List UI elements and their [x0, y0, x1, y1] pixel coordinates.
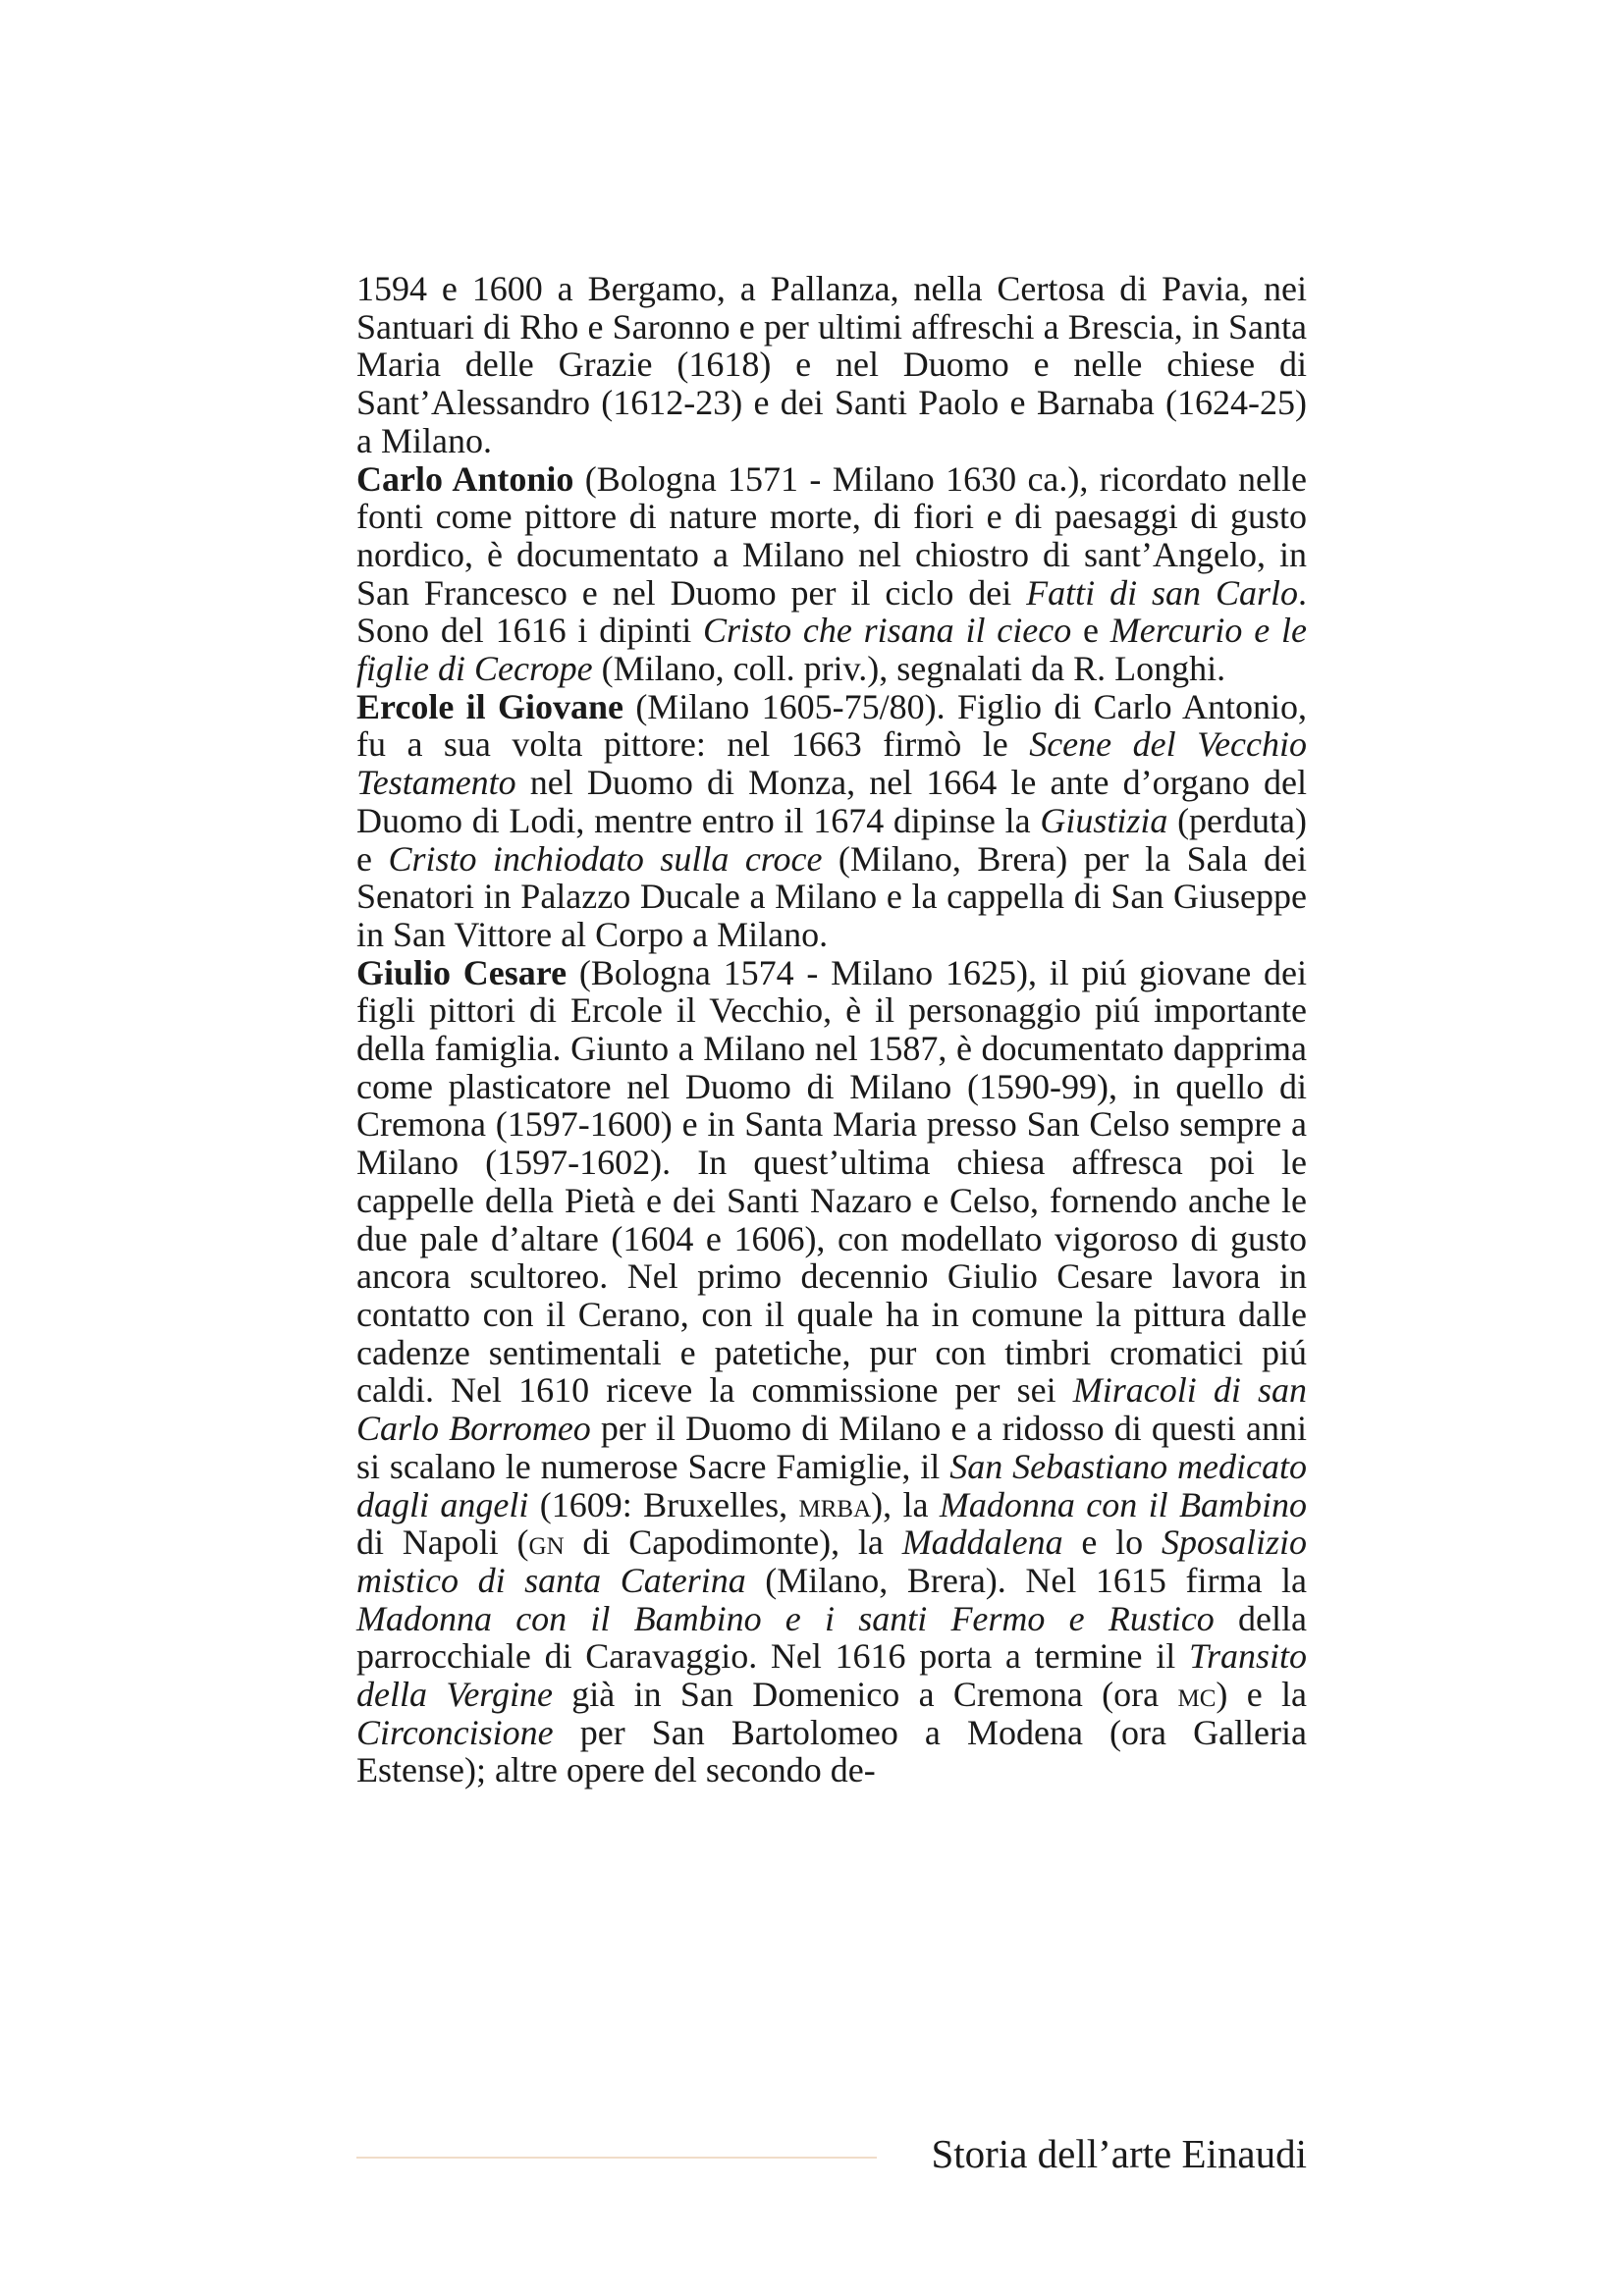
text-run: (Milano 1605-75/80). Figlio di Carlo Antonio, fu a sua volta pittore: nel 1663 firmò le — [356, 686, 1307, 765]
artwork-title: Miracoli di san Carlo Borromeo — [356, 1370, 1307, 1449]
text-run: e — [1071, 611, 1110, 651]
entry-name: Giulio Cesare — [356, 952, 568, 992]
artwork-title: Mercurio e le figlie di Cecrope — [356, 611, 1307, 689]
museum-abbreviation: mc — [1177, 1675, 1217, 1715]
paragraph-1 — [356, 270, 1307, 460]
artwork-title: Circoncisione — [356, 1712, 554, 1752]
artwork-title: Scene del Vecchio Testamento — [356, 724, 1308, 803]
text-run: e lo — [1062, 1522, 1162, 1563]
footer-title: Storia dell’arte Einaudi — [931, 2131, 1307, 2176]
text-run: ) e la — [1216, 1675, 1307, 1715]
text-run: (Milano, coll. priv.), segnalati da R. Longhi. — [592, 649, 1226, 689]
text-run: 1594 e 1600 a Bergamo, a Pallanza, nella Certosa di Pavia, nei Santuari di Rho e Saronno e per ultimi affreschi a Brescia, in Santa Maria delle Grazie (1618) e nel Duomo e nelle chiese di Sant’Alessandro (1612-23) e dei Santi Paolo e Barnaba (1624-25) a Milano. — [356, 269, 1307, 460]
text-run: per San Bartolomeo a Modena (ora Galleria Estense); altre opere del secondo de- — [356, 1712, 1307, 1790]
text-run: nel Duomo di Monza, nel 1664 le ante d’organo del Duomo di Lodi, mentre entro il 1674 dipinse la — [356, 763, 1307, 840]
artwork-title: Maddalena — [901, 1522, 1063, 1563]
artwork-title: Sposalizio mistico di santa Caterina — [356, 1522, 1307, 1600]
text-run: già in San Domenico a Cremona (ora — [552, 1675, 1178, 1715]
artwork-title: Madonna con il Bambino e i santi Fermo e Rustico — [356, 1598, 1215, 1638]
text-run: di Napoli ( — [356, 1522, 529, 1563]
museum-abbreviation: mrba — [798, 1484, 872, 1524]
paragraph-ercole-il-giovane — [356, 688, 1307, 954]
artwork-title: San Sebastiano medicato dagli angeli — [356, 1446, 1307, 1524]
text-run: per il Duomo di Milano e a ridosso di questi anni si scalano le numerose Sacre Famiglie, il — [356, 1409, 1307, 1486]
text-run: (perduta) e — [356, 800, 1307, 879]
entry-name: Ercole il Giovane — [356, 686, 623, 726]
body-text — [356, 270, 1307, 1789]
text-run: (1609: Bruxelles, — [528, 1484, 799, 1524]
museum-abbreviation: gn — [528, 1522, 565, 1563]
paragraph-carlo-antonio — [356, 460, 1307, 688]
text-run: (Bologna 1571 - Milano 1630 ca.), ricordato nelle fonti come pittore di nature morte, di fiori e di paesaggi di gusto nordico, è documentato a Milano nel chiostro di sant’Angelo, in San Francesco e nel Duomo per il ciclo dei — [356, 458, 1307, 613]
entry-name: Carlo Antonio — [356, 458, 574, 499]
artwork-title: Giustizia — [1040, 800, 1168, 840]
artwork-title: Fatti di san Carlo — [1026, 572, 1298, 613]
text-run: (Milano, Brera) per la Sala dei Senatori in Palazzo Ducale a Milano e la cappella di San Giuseppe in San Vittore al Corpo a Milano. — [356, 838, 1307, 954]
paragraph-giulio-cesare — [356, 954, 1307, 1789]
artwork-title: Cristo inchiodato sulla croce — [388, 838, 823, 879]
text-run: . Sono del 1616 i dipinti — [356, 572, 1307, 651]
text-run: ), la — [871, 1484, 940, 1524]
footer-rule — [356, 2157, 877, 2159]
text-run: (Bologna 1574 - Milano 1625), il piú giovane dei figli pittori di Ercole il Vecchio, è il personaggio piú importante della famiglia. Giunto a Milano nel 1587, è documentato dapprima come plasticatore nel Duomo di Milano (1590-99), in quello di Cremona (1597-1600) e in Santa Maria presso San Celso sempre a Milano (1597-1602). In quest’ultima chiesa affresca poi le cappelle della Pietà e dei Santi Nazaro e Celso, fornendo anche le due pale d’altare (1604 e 1606), con modellato vigoroso di gusto ancora scultoreo. Nel primo decennio Giulio Cesare lavora in contatto con il Cerano, con il quale ha in comune la pittura dalle cadenze sentimentali e patetiche, pur con timbri cromatici piú caldi. Nel 1610 riceve la commissione per sei — [356, 952, 1307, 1411]
artwork-title: Cristo che risana il cieco — [703, 611, 1072, 651]
artwork-title: Transito della Vergine — [356, 1636, 1307, 1715]
text-run: (Milano, Brera). Nel 1615 firma la — [745, 1560, 1307, 1600]
text-run: di Capodimonte), la — [564, 1522, 902, 1563]
text-run: della parrocchiale di Caravaggio. Nel 1616 porta a termine il — [356, 1598, 1307, 1677]
artwork-title: Madonna con il Bambino — [939, 1484, 1308, 1524]
